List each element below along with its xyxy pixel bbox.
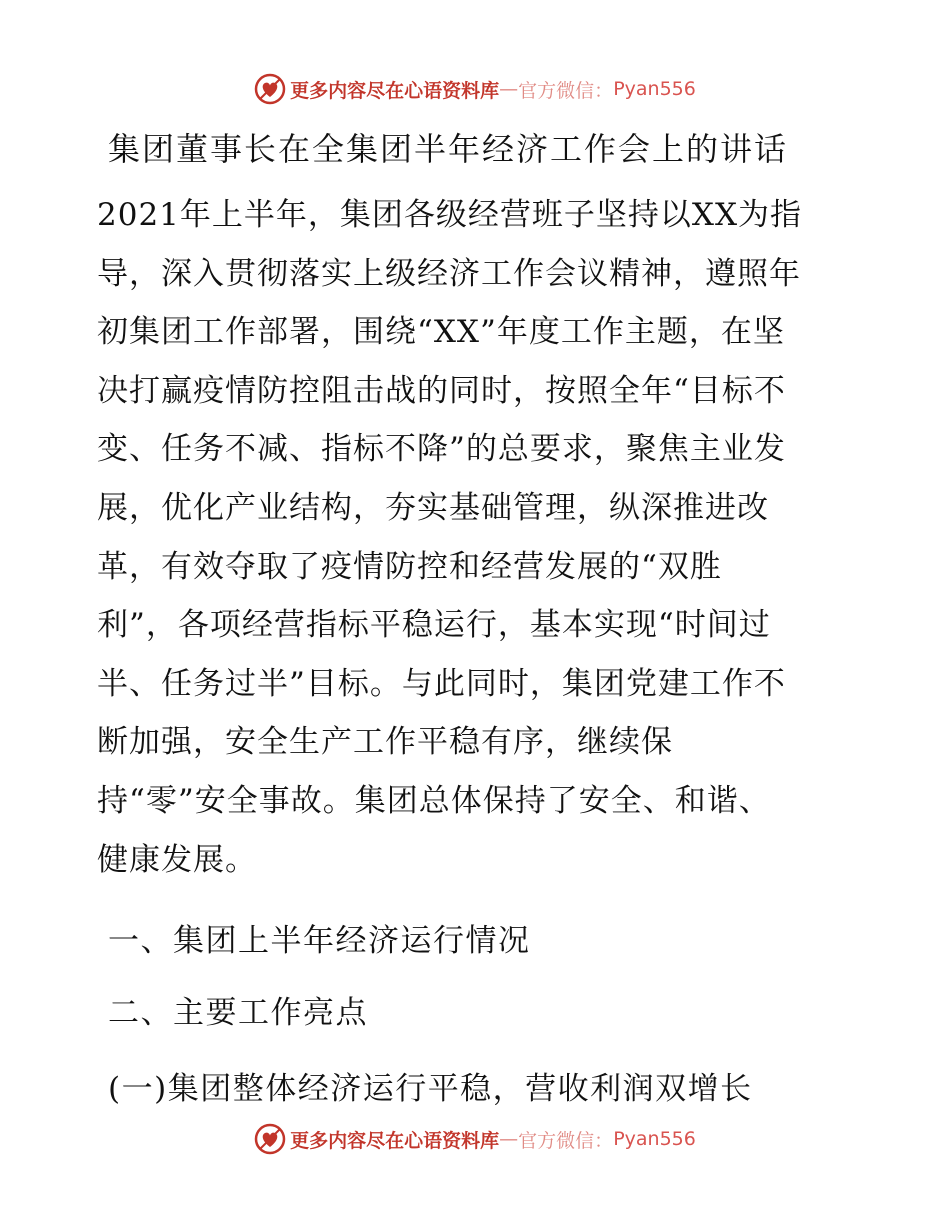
watermark-slogan: 更多内容尽在心语资料库 bbox=[290, 1129, 500, 1152]
paragraph-line: 2021年上半年，集团各级经营班子坚持以XX为指 bbox=[97, 197, 803, 233]
section-heading-1: 一、集团上半年经济运行情况 bbox=[108, 923, 531, 959]
watermark-separator: — bbox=[499, 78, 519, 100]
watermark-slogan: 更多内容尽在心语资料库 bbox=[290, 79, 500, 102]
paragraph-line: 决打赢疫情防控阻击战的同时，按照全年“目标不 bbox=[97, 372, 786, 409]
paragraph-line: 利”，各项经营指标平稳运行，基本实现“时间过 bbox=[97, 607, 771, 644]
paragraph-line: 健康发展。 bbox=[97, 841, 257, 878]
heart-logo-icon bbox=[254, 73, 286, 105]
watermark-separator: — bbox=[499, 1128, 519, 1150]
heart-logo-icon bbox=[254, 1123, 286, 1155]
subsection-heading-1: (一)集团整体经济运行平稳，营收利润双增长 bbox=[108, 1071, 753, 1107]
watermark-label: 官方微信： bbox=[518, 1129, 614, 1152]
watermark-label: 官方微信： bbox=[518, 79, 614, 102]
paragraph-line: 断加强，安全生产工作平稳有序，继续保 bbox=[97, 724, 673, 761]
paragraph-line: 变、任务不减、指标不降”的总要求，聚焦主业发 bbox=[97, 431, 786, 468]
paragraph-line: 初集团工作部署，围绕“XX”年度工作主题，在坚 bbox=[97, 314, 785, 351]
paragraph-line: 导，深入贯彻落实上级经济工作会议精神，遵照年 bbox=[97, 255, 801, 292]
section-heading-2: 二、主要工作亮点 bbox=[108, 995, 368, 1031]
body-paragraph bbox=[97, 186, 857, 889]
paragraph-line: 持“零”安全事故。集团总体保持了安全、和谐、 bbox=[97, 782, 771, 819]
watermark-wechat-id: Pyan556 bbox=[613, 78, 696, 100]
watermark-header bbox=[0, 73, 950, 105]
watermark-wechat-id: Pyan556 bbox=[613, 1128, 696, 1150]
paragraph-line: 革，有效夺取了疫情防控和经营发展的“双胜 bbox=[97, 548, 722, 585]
watermark-footer bbox=[0, 1123, 950, 1155]
paragraph-line: 半、任务过半”目标。与此同时，集团党建工作不 bbox=[97, 665, 786, 702]
paragraph-line: 展，优化产业结构，夯实基础管理，纵深推进改 bbox=[97, 489, 769, 526]
document-title: 集团董事长在全集团半年经济工作会上的讲话 bbox=[108, 130, 789, 168]
